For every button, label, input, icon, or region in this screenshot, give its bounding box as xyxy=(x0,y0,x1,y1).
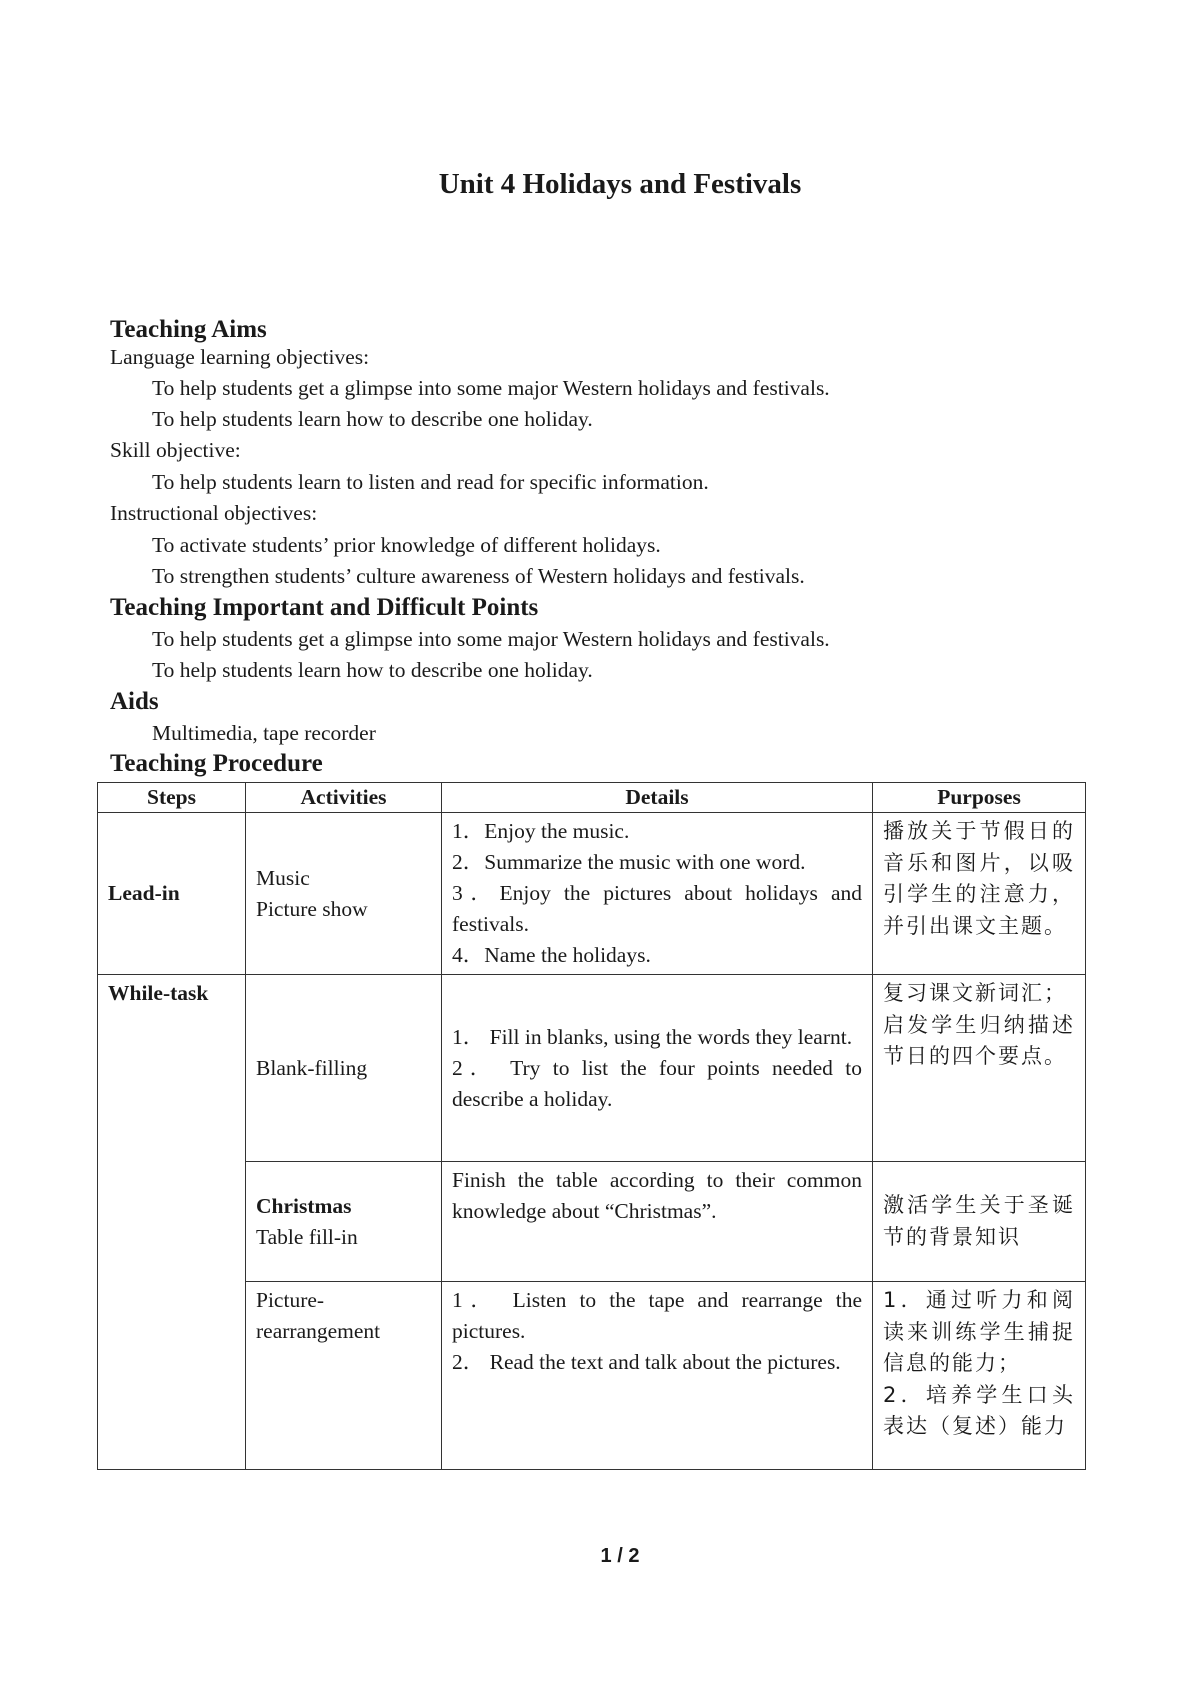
purpose-cell: 播放关于节假日的音乐和图片，以吸引学生的注意力，并引出课文主题。 xyxy=(873,813,1086,975)
instructional-objectives-label: Instructional objectives: xyxy=(110,501,318,525)
important-point-item: To help students learn how to describe one holiday. xyxy=(152,658,593,682)
detail-line: 4．Name the holidays. xyxy=(452,943,651,967)
detail-line: 2． Read the text and talk about the pictures. xyxy=(452,1350,841,1374)
purpose-line: 2．培养学生口头表达（复述）能力 xyxy=(883,1382,1075,1438)
aids-heading: Aids xyxy=(110,688,159,715)
activity-title: Christmas xyxy=(256,1193,352,1218)
details-cell xyxy=(442,1282,873,1470)
skill-objective-item: To help students learn to listen and read for specific information. xyxy=(152,470,709,494)
language-objective-item: To help students learn how to describe one holiday. xyxy=(152,407,593,431)
detail-line: Finish the table according to their common knowledge about “Christmas”. xyxy=(452,1168,862,1223)
activity-line: Picture show xyxy=(256,896,368,921)
purpose-line: 1．通过听力和阅读来训练学生捕捉信息的能力； xyxy=(883,1288,1075,1375)
detail-line: 1． Fill in blanks, using the words they learnt. xyxy=(452,1024,853,1049)
table-row xyxy=(98,1162,1086,1282)
purpose-cell xyxy=(873,975,1086,1162)
skill-objective-label: Skill objective: xyxy=(110,438,241,462)
purpose-cell xyxy=(873,1162,1086,1282)
column-header: Activities xyxy=(246,783,442,813)
teaching-aims-heading: Teaching Aims xyxy=(110,316,267,343)
document-title: Unit 4 Holidays and Festivals xyxy=(438,168,802,200)
purpose-cell xyxy=(873,1282,1086,1470)
important-point-item: To help students get a glimpse into some major Western holidays and festivals. xyxy=(152,627,830,651)
page-number: 1 / 2 xyxy=(600,1545,640,1567)
purpose-line: 激活学生关于圣诞节的背景知识 xyxy=(883,1193,1075,1249)
purpose-line: 启发学生归纳描述节日的四个要点。 xyxy=(883,1012,1075,1068)
table-header-row xyxy=(98,783,1086,813)
detail-line: 1． Listen to the tape and rearrange the pictures. xyxy=(452,1288,862,1343)
detail-line: 1．Enjoy the music. xyxy=(452,819,630,843)
column-header: Steps xyxy=(98,783,246,813)
column-header: Purposes xyxy=(873,783,1086,813)
detail-line: 2．Summarize the music with one word. xyxy=(452,850,806,874)
instructional-objective-item: To strengthen students’ culture awareness of Western holidays and festivals. xyxy=(152,564,805,588)
activity-line: Table fill-in xyxy=(256,1224,358,1249)
table-row xyxy=(98,813,1086,975)
table-row xyxy=(98,1282,1086,1470)
table-row xyxy=(98,975,1086,1162)
activity-cell xyxy=(246,1162,442,1282)
activity-line: Blank-filling xyxy=(256,1055,368,1080)
details-cell xyxy=(442,975,873,1162)
procedure-table xyxy=(97,782,1086,1470)
activity-cell xyxy=(246,813,442,975)
activity-line: Music xyxy=(256,865,310,890)
important-points-heading: Teaching Important and Difficult Points xyxy=(110,594,539,621)
column-header: Details xyxy=(442,783,873,813)
instructional-objective-item: To activate students’ prior knowledge of different holidays. xyxy=(152,533,661,557)
step-cell: Lead-in xyxy=(98,813,246,975)
activity-cell xyxy=(246,1282,442,1470)
detail-line: 2． Try to list the four points needed to describe a holiday. xyxy=(452,1055,862,1111)
aids-text: Multimedia, tape recorder xyxy=(152,721,376,745)
language-objective-item: To help students get a glimpse into some major Western holidays and festivals. xyxy=(152,376,830,400)
activity-line: Picture-rearrangement xyxy=(256,1288,381,1343)
activity-cell xyxy=(246,975,442,1162)
teaching-procedure-heading: Teaching Procedure xyxy=(110,750,323,777)
details-cell xyxy=(442,1162,873,1282)
purpose-line: 复习课文新词汇； xyxy=(883,981,1067,1005)
step-cell: While-task xyxy=(98,975,246,1470)
language-objectives-label: Language learning objectives: xyxy=(110,345,370,369)
detail-line: 3．Enjoy the pictures about holidays and festivals. xyxy=(452,881,862,936)
details-cell xyxy=(442,813,873,975)
